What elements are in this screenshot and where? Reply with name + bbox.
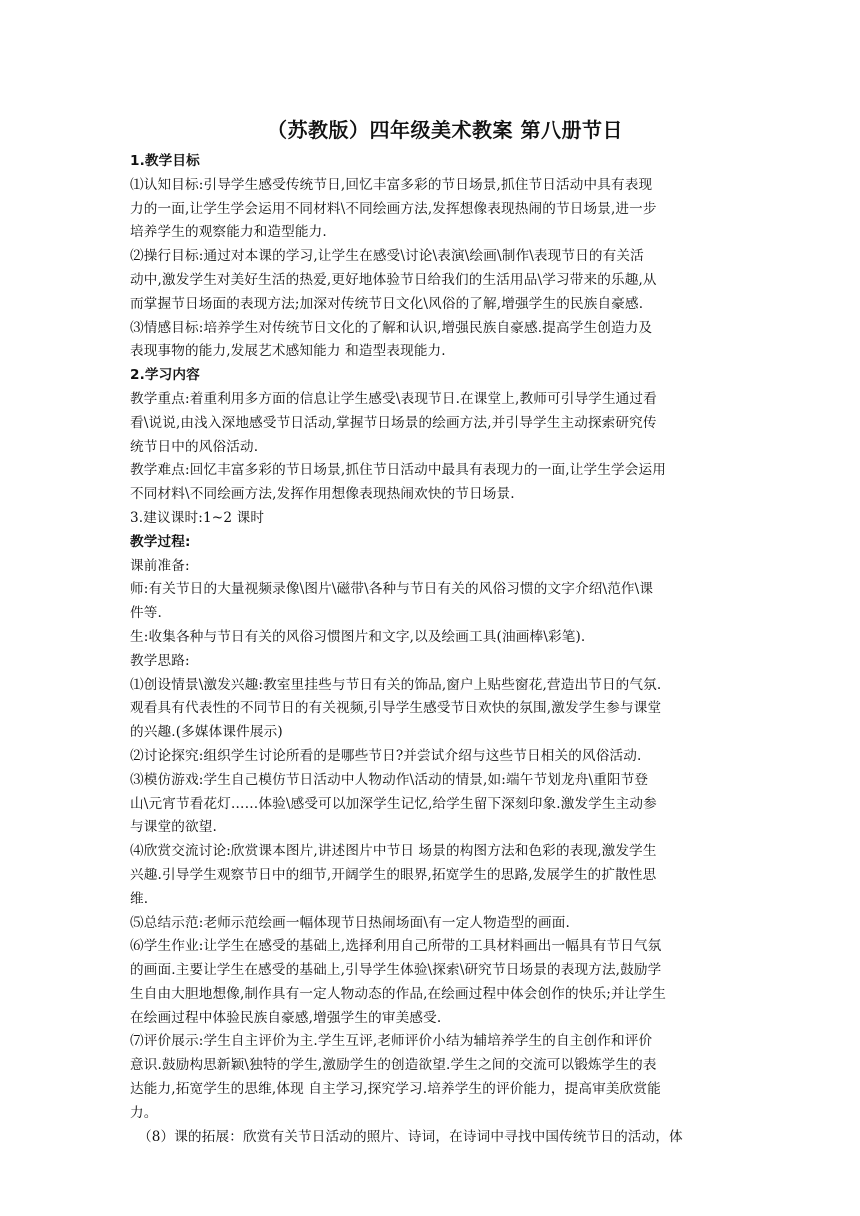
- text-line: 力的一面,让学生学会运用不同材料\不同绘画方法,发挥想像表现热闹的节日场景,进一步: [130, 200, 657, 217]
- text-line: 维.: [130, 890, 149, 907]
- text-line: 在绘画过程中体验民族自豪感,增强学生的审美感受.: [130, 1009, 442, 1026]
- text-line: 山\元宵节看花灯……体验\感受可以加深学生记忆,给学生留下深刻印象.激发学生主动参: [130, 795, 657, 812]
- document-body: [130, 150, 740, 1149]
- text-line: 与课堂的欲望.: [130, 819, 217, 836]
- text-line: ⑷欣赏交流讨论:欣赏课本图片,讲述图片中节日 场景的构图方法和色彩的表现,激发学生: [130, 843, 657, 860]
- text-line: 达能力,拓宽学生的思维,体现 自主学习,探究学习.培养学生的评价能力，提高审美欣赏能: [130, 1081, 661, 1098]
- document-page: [130, 110, 740, 1149]
- text-line: 不同材料\不同绘画方法,发挥作用想像表现热闹欢快的节日场景.: [130, 486, 515, 503]
- text-line: ⑵操行目标:通过对本课的学习,让学生在感受\讨论\表演\绘画\制作\表现节日的有关活: [130, 248, 644, 265]
- text-line: 师:有关节日的大量视频录像\图片\磁带\各种与节日有关的风俗习惯的文字介绍\范作\课: [130, 581, 654, 598]
- text-line: ⑹学生作业:让学生在感受的基础上,选择利用自己所带的工具材料画出一幅具有节日气氛: [130, 938, 662, 955]
- text-line: ⑴认知目标:引导学生感受传统节日,回忆丰富多彩的节日场景,抓住节日活动中具有表现: [130, 176, 653, 193]
- text-line: 意识.鼓励构思新颖\独特的学生,激励学生的创造欲望.学生之间的交流可以锻炼学生的表: [130, 1057, 657, 1074]
- section-heading: 教学过程:: [130, 533, 191, 550]
- text-line: 统节日中的风俗活动.: [130, 438, 259, 455]
- text-line: 课前准备:: [130, 557, 190, 574]
- text-line: ⑶情感目标:培养学生对传统节日文化的了解和认识,增强民族自豪感.提高学生创造力及: [130, 319, 653, 336]
- text-line: 力。: [130, 1104, 158, 1121]
- text-line: 看\说说,由浅入深地感受节日活动,掌握节日场景的绘画方法,并引导学生主动探索研究传: [130, 414, 657, 431]
- text-line: 生自由大胆地想像,制作具有一定人物动态的作品,在绘画过程中体会创作的快乐;并让学生: [130, 985, 666, 1002]
- text-line: 动中,激发学生对美好生活的热爱,更好地体验节日给我们的生活用品\学习带来的乐趣,从: [130, 271, 657, 288]
- text-line: ⑵讨论探究:组织学生讨论所看的是哪些节日?并尝试介绍与这些节日相关的风俗活动.: [130, 747, 642, 764]
- text-line: 培养学生的观察能力和造型能力.: [130, 224, 327, 241]
- section-heading: 2.学习内容: [130, 367, 200, 384]
- text-line: 生:收集各种与节日有关的风俗习惯图片和文字,以及绘画工具(油画棒\彩笔).: [130, 628, 586, 645]
- text-line: 表现事物的能力,发展艺术感知能力 和造型表现能力.: [130, 343, 446, 360]
- text-line: 兴趣.引导学生观察节日中的细节,开阔学生的眼界,拓宽学生的思路,发展学生的扩散性思: [130, 866, 657, 883]
- text-line: ⑶模仿游戏:学生自己模仿节日活动中人物动作\活动的情景,如:端午节划龙舟\重阳节登: [130, 771, 649, 788]
- text-line: 的画面.主要让学生在感受的基础上,引导学生体验\探索\研究节日场景的表现方法,鼓励学: [130, 962, 662, 979]
- text-line: 教学思路:: [130, 652, 190, 669]
- text-line: ⑸总结示范:老师示范绘画一幅体现节日热闹场面\有一定人物造型的画面.: [130, 914, 570, 931]
- text-line: ⑺评价展示:学生自主评价为主.学生互评,老师评价小结为辅培养学生的自主创作和评价: [130, 1033, 653, 1050]
- text-line: ⑴创设情景\激发兴趣:教室里挂些与节日有关的饰品,窗户上贴些窗花,营造出节日的气氛.: [130, 676, 662, 693]
- text-line: （8）课的拓展：欣赏有关节日活动的照片、诗词，在诗词中寻找中国传统节日的活动，体: [138, 1128, 683, 1145]
- text-line: 观看具有代表性的不同节日的有关视频,引导学生感受节日欢快的氛围,激发学生参与课堂: [130, 700, 662, 717]
- text-line: 教学难点:回忆丰富多彩的节日场景,抓住节日活动中最具有表现力的一面,让学生学会运用: [130, 462, 666, 479]
- text-line: 3.建议课时:1~2 课时: [130, 509, 265, 526]
- text-line: 件等.: [130, 605, 162, 622]
- section-heading: 1.教学目标: [130, 153, 200, 169]
- document-title: （苏教版）四年级美术教案 第八册节日: [267, 118, 623, 142]
- text-line: 而掌握节日场面的表现方法;加深对传统节日文化\风俗的了解,增强学生的民族自豪感.: [130, 295, 644, 312]
- text-line: 教学重点:着重利用多方面的信息让学生感受\表现节日.在课堂上,教师可引导学生通过看: [130, 390, 657, 407]
- text-line: 的兴趣.(多媒体课件展示): [130, 724, 283, 741]
